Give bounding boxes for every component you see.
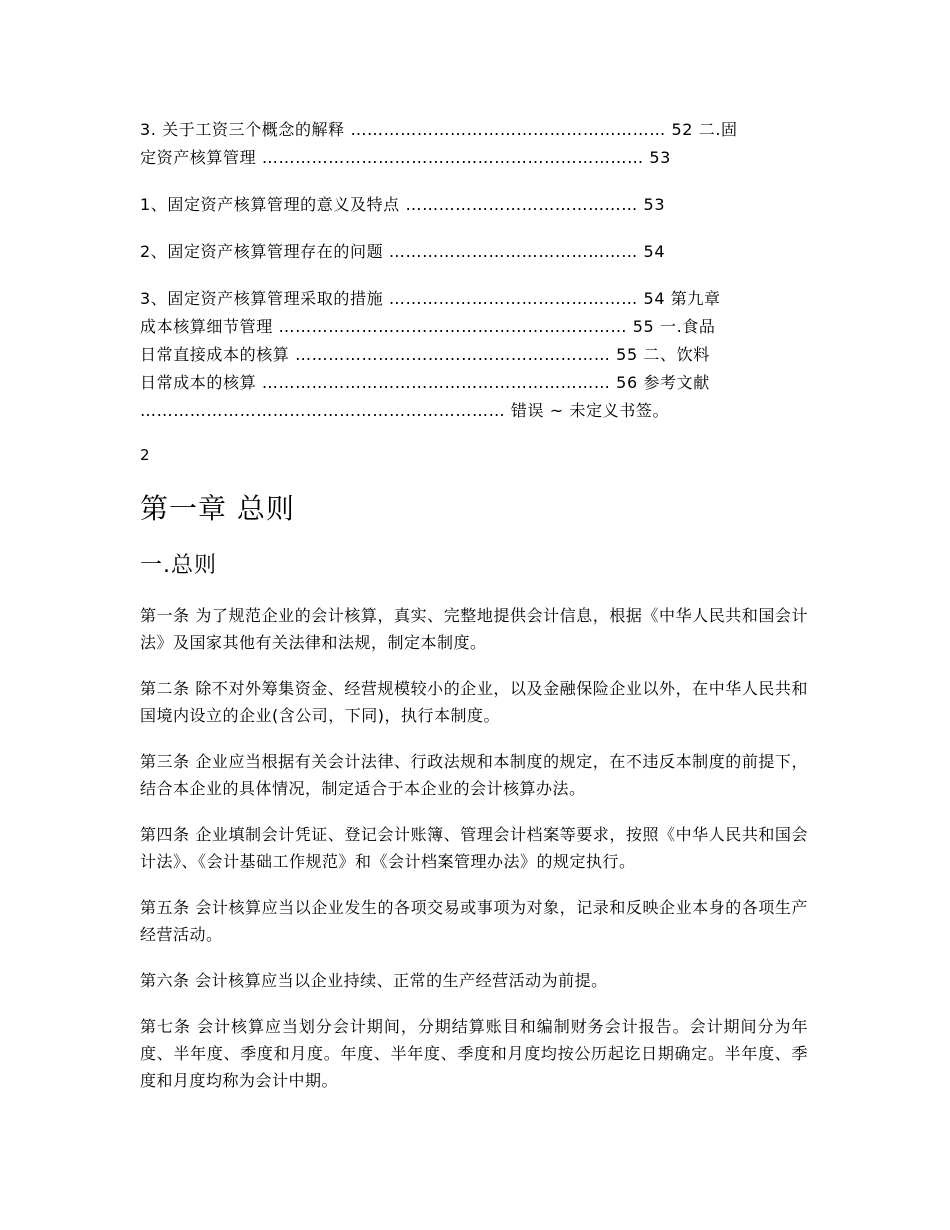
article-list	[140, 602, 808, 1113]
toc-line: 定资产核算管理 …………………………………………………………… 53	[140, 148, 671, 167]
page-number: 2	[140, 446, 150, 464]
toc-line: ………………………………………………………… 错误 ~ 未定义书签。	[140, 401, 670, 420]
toc-line: 3. 关于工资三个概念的解释 ………………………………………………… 52 二.固	[140, 120, 738, 139]
section-title: 一.总则	[140, 553, 217, 578]
article-paragraph: 第三条 企业应当根据有关会计法律、行政法规和本制度的规定，在不违反本制度的前提下，结合本企业的具体情况，制定适合于本企业的会计核算办法。	[140, 752, 808, 798]
toc-line: 日常成本的核算 ……………………………………………………… 56 参考文献	[140, 373, 710, 392]
toc-line: 3、固定资产核算管理采取的措施 ……………………………………… 54 第九章	[140, 289, 721, 308]
toc-line: 1、固定资产核算管理的意义及特点 …………………………………… 53	[140, 195, 666, 214]
chapter-title: 第一章 总则	[140, 492, 295, 525]
article-paragraph: 第二条 除不对外筹集资金、经营规模较小的企业，以及金融保险企业以外，在中华人民共和国境内设立的企业(含公司，下同)，执行本制度。	[140, 679, 808, 725]
toc-line: 成本核算细节管理 ……………………………………………………… 55 一.食品	[140, 317, 716, 336]
article-paragraph: 第六条 会计核算应当以企业持续、正常的生产经营活动为前提。	[140, 971, 608, 990]
article-paragraph: 第五条 会计核算应当以企业发生的各项交易或事项为对象，记录和反映企业本身的各项生产经营活动。	[140, 898, 808, 944]
article-paragraph: 第四条 企业填制会计凭证、登记会计账簿、管理会计档案等要求，按照《中华人民共和国会计法》、《会计基础工作规范》和《会计档案管理办法》的规定执行。	[140, 825, 808, 871]
toc-line: 2、固定资产核算管理存在的问题 ……………………………………… 54	[140, 242, 666, 261]
toc-line: 日常直接成本的核算 ………………………………………………… 55 二、饮料	[140, 345, 710, 364]
table-of-contents	[140, 116, 810, 425]
article-paragraph: 第七条 会计核算应当划分会计期间，分期结算账目和编制财务会计报告。会计期间分为年度、半年度、季度和月度。年度、半年度、季度和月度均按公历起讫日期确定。半年度、季度和月度均称为会计中期。	[140, 1017, 808, 1090]
article-paragraph: 第一条 为了规范企业的会计核算，真实、完整地提供会计信息，根据《中华人民共和国会计法》及国家其他有关法律和法规，制定本制度。	[140, 606, 808, 652]
